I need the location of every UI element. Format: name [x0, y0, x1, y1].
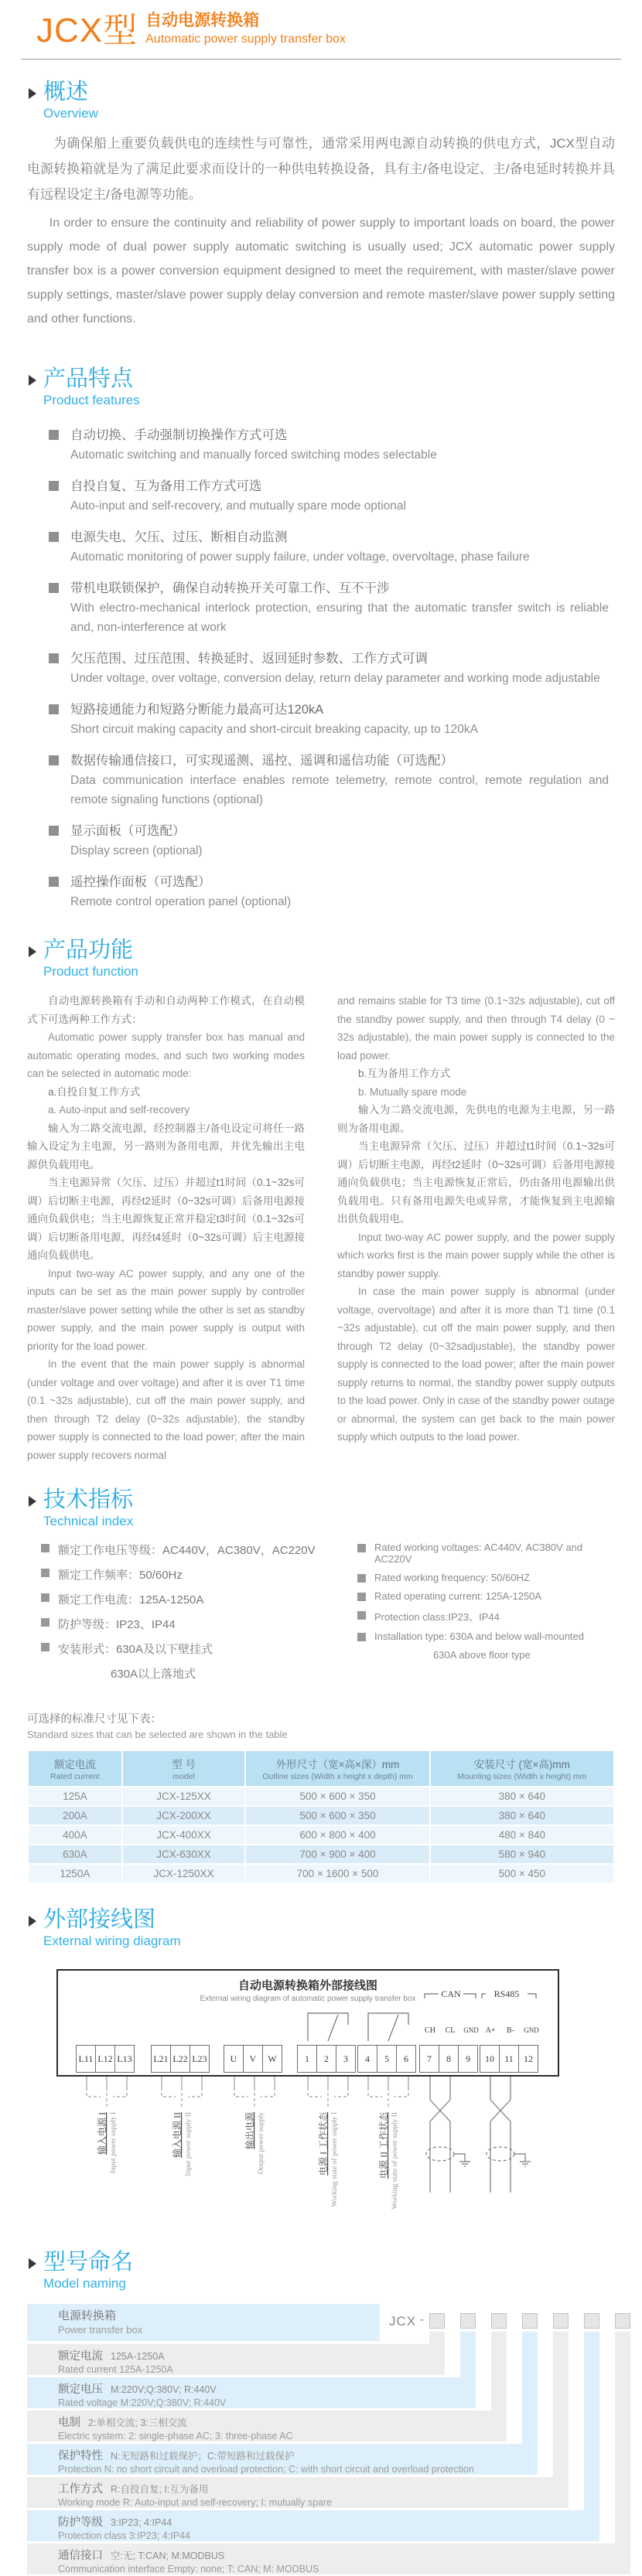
bullet-square-icon — [41, 1618, 50, 1627]
features-heading — [27, 366, 615, 408]
bullet-square-icon — [49, 583, 59, 593]
technical-title-cn: 技术指标 — [43, 1487, 134, 1512]
feature-en: Display screen (optional) — [70, 844, 203, 857]
model-code-box — [460, 2313, 476, 2329]
model-code-box — [429, 2313, 445, 2329]
wire-stub — [162, 2077, 202, 2087]
group-label-en: Working state of power supply I — [331, 2112, 339, 2207]
feature-cn: 数据传输通信接口，可实现遥测、遥控、遥调和遥信功能（可选配） — [70, 754, 453, 768]
naming-strip — [460, 2332, 476, 2377]
feature-en: Auto-input and self-recovery, and mutually spare mode optional — [70, 499, 406, 513]
terminal-group-rs485 — [480, 2045, 538, 2073]
table-row: 125A JCX-125XX 500 × 600 × 350 380 × 640 — [28, 1787, 614, 1806]
bullet-square-icon — [49, 826, 59, 836]
function-paragraph: 当主电源异常（欠压、过压）并超过t1时间（0.1~32s可调）后切断主电源，再经t2延时（0~32s可调）后备用电源接通向负载供电；当主电源恢复正常后，仍由备用电源输出供负载用电。只有备用电源失电或异常，才能恢复到主电源输出供负载用电。 — [337, 1140, 615, 1225]
bullet-square-icon — [49, 481, 59, 491]
terminal: U — [224, 2045, 244, 2073]
naming-title-en: Model naming — [43, 2276, 126, 2291]
function-paragraph: Input two-way AC power supply, and the power supply which works first is the main power supply while the other is standby power supply. — [337, 1231, 615, 1279]
bullet-square-icon — [49, 532, 59, 542]
wiring-heading — [27, 1907, 615, 1949]
header-divider — [21, 59, 621, 60]
overview-title-cn: 概述 — [43, 80, 89, 104]
ground-icon — [514, 2154, 531, 2166]
terminal: 6 — [396, 2045, 416, 2073]
function-right-column — [337, 992, 615, 1464]
model-naming-diagram — [27, 2304, 632, 2576]
feature-cn: 带机电联锁保护，确保自动转换开关可靠工作、互不干涉 — [70, 581, 390, 595]
feature-item — [27, 578, 615, 637]
function-paragraph: and remains stable for T3 time (0.1~32s adjustable), cut off the standby power supply, and then through T4 delay (0 ~ 32s adjustable), the main power supply is connected to the load power. — [337, 995, 615, 1061]
technical-item: 额定工作频率：50/60Hz — [27, 1566, 356, 1583]
features-title-en: Product features — [43, 393, 140, 407]
bullet-square-icon — [357, 1574, 366, 1583]
function-paragraph: Automatic power supply transfer box has manual and automatic operating modes, and such two working modes can be selected in automatic mode: — [27, 1031, 305, 1079]
feature-cn: 短路接通能力和短路分断能力最高可达120kA — [70, 703, 324, 717]
features-title-cn: 产品特点 — [43, 366, 134, 391]
bullet-square-icon — [41, 1569, 50, 1577]
pin-label: A+ — [485, 2026, 496, 2035]
naming-row: 电制 2:单相交流; 3:三相交流 Electric system: 2: single-phase AC; 3: three-phase AC — [27, 2411, 507, 2441]
model-code-box — [522, 2313, 538, 2329]
naming-row: 额定电压 M:220V;Q:380V; R:440V Rated voltage M:220V;Q:380V; R:440V — [27, 2377, 476, 2408]
naming-label-cn: 电源转换箱 — [58, 2309, 117, 2322]
technical-item: Rated operating current: 125A-1250A — [356, 1590, 615, 1602]
wiring-diagram — [56, 1969, 559, 2077]
table-row: 630A JCX-630XX 700 × 900 × 400 580 × 940 — [28, 1845, 614, 1864]
feature-item — [27, 425, 615, 465]
technical-list-en — [356, 1542, 615, 1690]
ground-icon — [454, 2154, 470, 2166]
product-model: JCX型 — [36, 12, 138, 49]
terminal: W — [262, 2045, 282, 2073]
naming-row: 额定电流 125A-1250A Rated current 125A-1250A — [27, 2344, 445, 2375]
feature-en: With electro-mechanical interlock protection, ensuring that the automatic transfer switch is reliable and, non-interference at work — [70, 601, 609, 634]
function-paragraph: 自动电源转换箱有手动和自动两种工作模式，在自动模式下可选两种工作方式： — [27, 995, 305, 1025]
feature-item — [27, 476, 615, 516]
table-row: 200A JCX-200XX 500 × 600 × 350 380 × 640 — [28, 1806, 614, 1825]
bullet-square-icon — [49, 653, 59, 663]
section-marker-icon — [29, 88, 36, 99]
feature-cn: 显示面板（可选配） — [70, 824, 186, 838]
terminal-group-output — [224, 2045, 282, 2073]
terminal: L12 — [95, 2045, 115, 2073]
twisted-pair-icon — [430, 2077, 450, 2193]
naming-strip — [522, 2332, 538, 2444]
bus-label-can: CAN — [441, 1988, 461, 1999]
contact-symbol — [328, 2015, 338, 2041]
terminal: 1 — [297, 2045, 317, 2073]
technical-title-en: Technical index — [43, 1514, 134, 1528]
function-subheading: b.互为备用工作方式 — [358, 1068, 451, 1079]
bullet-square-icon — [41, 1544, 50, 1552]
group-label-en: Input power supply II — [185, 2112, 193, 2176]
terminal-group-can — [420, 2045, 478, 2073]
section-marker-icon — [29, 2258, 36, 2269]
naming-row — [27, 2304, 380, 2341]
group-label-cn: 电源 II 工作状态 — [378, 2112, 389, 2179]
naming-strip — [491, 2332, 507, 2411]
bus-label-rs485: RS485 — [493, 1988, 520, 1999]
section-overview — [27, 80, 615, 331]
terminal: 3 — [336, 2045, 356, 2073]
feature-en: Short circuit making capacity and short-circuit breaking capacity, up to 120kA — [70, 723, 478, 736]
pin-label: B- — [507, 2026, 514, 2035]
bullet-square-icon — [41, 1643, 50, 1651]
feature-item — [27, 700, 615, 739]
bullet-square-icon — [49, 704, 59, 714]
terminal: V — [243, 2045, 263, 2073]
terminal: 4 — [357, 2045, 377, 2073]
twisted-pair-icon — [490, 2077, 511, 2193]
terminal: 9 — [458, 2045, 478, 2073]
function-paragraph: 输入为二路交流电源，先供电的电源为主电源，另一路则为备用电源。 — [337, 1104, 615, 1134]
technical-item: 630A above floor type — [433, 1649, 531, 1661]
naming-row: 工作方式 R:自投自复; I:互为备用 Working mode R: Auto-input and self-recovery; I: mutually spare — [27, 2477, 569, 2508]
model-dash: - — [420, 2313, 424, 2326]
section-features — [27, 366, 615, 911]
model-code-box — [615, 2313, 630, 2329]
feature-item — [27, 649, 615, 688]
technical-item: Protection class:IP23、IP44 — [356, 1609, 615, 1624]
page-header — [27, 9, 615, 53]
function-subheading: a.自投自复工作方式 — [48, 1085, 141, 1098]
terminal: 11 — [499, 2045, 519, 2073]
feature-en: Remote control operation panel (optional) — [70, 895, 292, 908]
feature-cn: 电源失电、欠压、过压、断相自动监测 — [70, 530, 288, 544]
group-label-cn: 输出电源 — [244, 2112, 255, 2150]
naming-title-cn: 型号命名 — [43, 2250, 134, 2274]
pin-label: GND — [463, 2026, 479, 2034]
function-title-cn: 产品功能 — [43, 938, 134, 963]
function-subheading: a. Auto-input and self-recovery — [48, 1104, 190, 1116]
overview-title-en: Overview — [43, 106, 98, 121]
table-row: 1250A JCX-1250XX 700 × 1600 × 500 500 × 450 — [28, 1864, 614, 1883]
terminal-group-input1 — [77, 2045, 135, 2073]
bullet-square-icon — [357, 1544, 366, 1552]
section-marker-icon — [29, 946, 36, 957]
model-prefix: JCX — [389, 2314, 417, 2329]
bullet-square-icon — [41, 1593, 50, 1602]
contact-symbol — [388, 2015, 398, 2041]
function-left-column — [27, 992, 305, 1464]
function-paragraph: In the event that the main power supply is abnormal (under voltage and over voltage) and after it is over T1 time (0.1 ~32s adjustable), cut off the main power supply, and then through T2 delay (0~32s adjustable), the standby power supply is connected to the load power; after the main power supply recovers normal — [27, 1358, 305, 1461]
group-label-en: Input power supply I — [110, 2112, 118, 2174]
terminal: L21 — [151, 2045, 171, 2073]
naming-heading — [27, 2250, 615, 2291]
terminal: 7 — [419, 2045, 439, 2073]
terminal: 12 — [518, 2045, 538, 2073]
naming-strip — [429, 2332, 445, 2344]
technical-list-cn — [27, 1542, 356, 1690]
model-code-box — [584, 2313, 599, 2329]
terminal: 10 — [480, 2045, 500, 2073]
naming-row: 通信接口 空:无; T:CAN; M:MODBUS Communication interface Empty: none; T: CAN; M: MODBUS — [27, 2544, 630, 2574]
contact-symbol — [368, 2013, 408, 2041]
wire-bracket — [234, 2087, 275, 2107]
terminal: 2 — [316, 2045, 336, 2073]
feature-en: Automatic switching and manually forced switching modes selectable — [70, 448, 437, 462]
feature-item — [27, 527, 615, 567]
function-paragraph: 当主电源异常（欠压、过压）并超过t1时间（0.1~32s可调）后切断主电源，再经t2延时（0~32s可调）后备用电源接通向负载供电；当主电源恢复正常并稳定t3时间（0.1~32s可调）后切断备用电源，再经t4延时（0~32s可调）后主电源接通向负载供电。 — [27, 1177, 305, 1261]
terminal: L23 — [190, 2045, 210, 2073]
section-technical — [27, 1487, 615, 1690]
naming-row: 保护特性 N:无短路和过载保护；C:带短路和过载保护 Protection N: no short circuit and overload protection; C: with short circuit and overload protection — [27, 2444, 538, 2475]
naming-row: 防护等级 3:IP23; 4:IP44 Protection class 3:IP23; 4:IP44 — [27, 2510, 599, 2541]
naming-strip — [553, 2332, 569, 2477]
bullet-square-icon — [357, 1611, 366, 1620]
overview-paragraph-cn: 为确保船上重要负载供电的连续性与可靠性，通常采用两电源自动转换的供电方式，JCX型自动电源转换箱就是为了满足此要求而设计的一种供电转换设备，具有主/备电设定、主/备电延时转换并具有远程设定主/备电源等功能。 — [27, 136, 615, 202]
feature-cn: 欠压范围、过压范围、转换延时、返回延时参数、工作方式可调 — [70, 652, 428, 666]
function-paragraph: 输入为二路交流电源，经控制器主/备电设定可将任一路输入设定为主电源，另一路则为备用电源，并优先输出主电源供负载用电。 — [27, 1122, 305, 1170]
technical-item: 630A以上落地式 — [111, 1668, 196, 1681]
section-sizes — [27, 1710, 615, 1884]
terminal: L22 — [170, 2045, 190, 2073]
overview-paragraph-en: In order to ensure the continuity and reliability of power supply to important loads on board, the power supply mode of dual power supply automatic switching is usually used; JCX automatic power supply transfer box is a power conversion equipment designed to meet the requirement, with master/slave power supply settings, master/slave power supply delay conversion and remote master/slave power supply setting and other functions. — [27, 216, 615, 325]
sizes-table-header-row: 额定电流 Rated current 型 号 model 外形尺寸（宽×高×深）mm Outline sizes (Width x height x depth) mm 安装尺寸 (宽×高)mm Mounting sizes (Width x height) mm — [28, 1750, 614, 1787]
group-label-en: Working state of power supply II — [391, 2112, 399, 2210]
function-paragraph: In case the main power supply is abnormal (under voltage, overvoltage) and after it is more than T1 time (0.1 ~32s adjustable), cut off the main power supply, and then through T2 delay (0~32sadjustable), the standby power supply is connected to the load power; after the main power supply returns to normal, the standby power supply outputs to the load power. Only in case of the standby power outage or abnormal, the system can get back to the main power supply which outputs to the load power. — [337, 1286, 615, 1443]
product-title-cn: 自动电源转换箱 — [145, 12, 260, 29]
bullet-square-icon — [357, 1593, 366, 1601]
product-title-en: Automatic power supply transfer box — [145, 32, 346, 46]
terminal: 8 — [439, 2045, 459, 2073]
wiring-title-cn: 外部接线图 — [43, 1907, 156, 1932]
section-wiring — [27, 1907, 615, 2239]
sizes-table — [27, 1750, 615, 1884]
feature-cn: 自动切换、手动强制切换操作方式可选 — [70, 428, 288, 442]
pin-label: CL — [445, 2026, 456, 2035]
naming-label-en: Power transfer box — [58, 2324, 143, 2336]
feature-item — [27, 751, 615, 809]
section-marker-icon — [29, 1916, 36, 1927]
wire-stub — [87, 2077, 127, 2087]
group-label-cn: 输入电源 I — [97, 2112, 108, 2155]
wire-bracket — [162, 2087, 202, 2107]
technical-item: 额定工作电流：125A-1250A — [27, 1591, 356, 1607]
group-label-cn: 电源 I 工作状态 — [318, 2112, 329, 2176]
function-title-en: Product function — [43, 964, 138, 979]
bullet-square-icon — [49, 430, 59, 440]
terminal: L13 — [114, 2045, 135, 2073]
wiring-lower-area — [56, 2077, 559, 2239]
wire-bracket — [87, 2087, 127, 2107]
section-function — [27, 938, 615, 1464]
technical-item: Rated working voltages: AC440V, AC380V and AC220V — [356, 1542, 615, 1565]
bullet-square-icon — [357, 1633, 366, 1641]
feature-cn: 遥控操作面板（可选配） — [70, 875, 211, 889]
function-subheading: b. Mutually spare mode — [358, 1085, 467, 1098]
feature-en: Under voltage, over voltage, conversion delay, return delay parameter and working mode adjustable — [70, 672, 600, 685]
sizes-note-cn: 可选择的标准尺寸见下表： — [27, 1713, 162, 1726]
technical-item: Rated working frequency: 50/60HZ — [356, 1572, 615, 1583]
feature-item — [27, 821, 615, 860]
function-paragraph: Input two-way AC power supply, and any one of the inputs can be set as the main power supply by controller master/slave power setting while the other is set as standby power supply, and the main power supply is output with priority for the load power. — [27, 1267, 305, 1352]
technical-heading — [27, 1487, 615, 1529]
table-row: 400A JCX-400XX 600 × 800 × 400 480 × 840 — [28, 1825, 614, 1845]
terminal: 5 — [377, 2045, 397, 2073]
terminal: L11 — [76, 2045, 96, 2073]
diagram-title-en: External wiring diagram of automatic power supply transfer box — [200, 1995, 416, 2003]
wire-stub — [234, 2077, 275, 2087]
section-marker-icon — [29, 1496, 36, 1507]
terminal-group-state2 — [358, 2045, 416, 2073]
wire-bracket — [308, 2087, 348, 2107]
feature-en: Data communication interface enables remote telemetry, remote control, remote regulation and remote signaling functions (optional) — [70, 774, 609, 806]
pin-label: GND — [524, 2026, 539, 2034]
technical-item: 防护等级：IP23、IP44 — [27, 1616, 356, 1632]
bullet-square-icon — [49, 755, 59, 765]
group-label-en: Output power supply — [258, 2112, 265, 2175]
terminal-group-state1 — [298, 2045, 356, 2073]
feature-list — [27, 425, 615, 911]
feature-cn: 自投自复、互为备用工作方式可选 — [70, 479, 262, 493]
feature-en: Automatic monitoring of power supply failure, under voltage, overvoltage, phase failure — [70, 550, 530, 564]
diagram-title-cn: 自动电源转换箱外部接线图 — [237, 1980, 377, 1992]
naming-strip — [584, 2332, 599, 2510]
wire-stub — [368, 2077, 408, 2087]
bullet-square-icon — [49, 877, 59, 887]
sizes-note-en: Standard sizes that can be selected are shown in the table — [27, 1729, 288, 1740]
overview-heading — [27, 80, 615, 121]
wiring-title-en: External wiring diagram — [43, 1934, 181, 1948]
group-label-cn: 输入电源 II — [172, 2112, 183, 2158]
terminal-group-input2 — [152, 2045, 210, 2073]
section-naming — [27, 2250, 615, 2576]
pin-label: CH — [425, 2026, 435, 2035]
naming-strip — [615, 2332, 630, 2544]
model-code-box — [491, 2313, 507, 2329]
contact-symbol — [308, 2013, 348, 2041]
technical-item: 额定工作电压等级：AC440V，AC380V，AC220V — [27, 1542, 356, 1558]
function-heading — [27, 938, 615, 980]
model-code-box — [553, 2313, 569, 2329]
wire-stub — [308, 2077, 348, 2087]
wire-bracket — [368, 2087, 408, 2107]
technical-item: Installation type: 630A and below wall-mounted — [356, 1630, 615, 1642]
section-marker-icon — [29, 375, 36, 386]
technical-item: 安装形式：630A及以下壁挂式 — [27, 1641, 356, 1657]
feature-item — [27, 872, 615, 911]
